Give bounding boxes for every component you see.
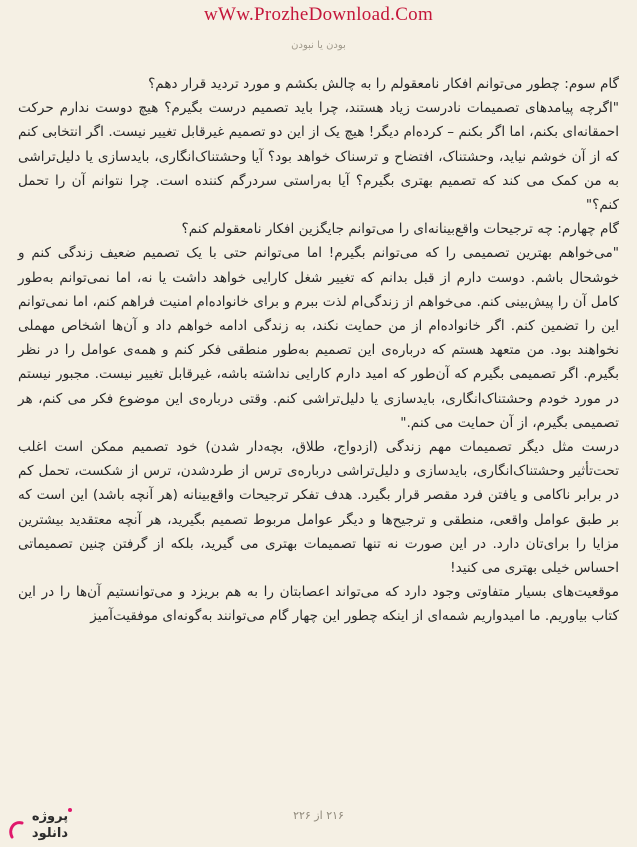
watermark-text: wWw.ProzheDownload.Com [203, 4, 434, 25]
quote-step-three: "اگرچه پیامدهای تصمیمات نادرست زیاد هستند، چرا باید تصمیم درست بگیرم؟ هیچ دوست ندارم حرکت احمقانه‌ای بکنم، اما اگر بکنم – کرده‌ام دیگر! هیچ یک از این دو تصمیم غیرقابل تغییر نیست. اگر انتخابی کنم که از آن خوشم نیاید، وحشتناک، افتضاح و ترسناک خواهد بود؟ آیا وحشتناک‌انگاری، بایدسازی یا دلیل‌تراشی به من کمک می کند که تصمیم بهتری بگیرم؟ آیا به‌راستی سردرگم کننده است. چرا نتوانم آن را تحمل کنم؟" [18, 100, 619, 214]
logo-text-bottom: دانلود [31, 826, 69, 841]
running-head: بودن یا نبودن [291, 40, 346, 51]
heading-step-four: گام چهارم: چه ترجیحات واقع‌بینانه‌ای را می‌توانم جایگزین افکار نامعقولم کنم؟ [181, 221, 619, 238]
site-logo [6, 803, 84, 843]
logo-swoosh [11, 823, 22, 837]
page-number: ۲۱۶ از ۲۲۶ [293, 809, 344, 822]
body-paragraph-continued: موقعیت‌های بسیار متفاوتی وجود دارد که می‌تواند اعصابتان را به هم بریزد و می‌توانستیم آن‌ها را در این کتاب بیاوریم. ما امیدواریم شمه‌ای از اینکه چطور این چهار گام می‌توانند به‌گونه‌ای موفقیت‌آمیز [18, 584, 619, 625]
body-paragraph: درست مثل دیگر تصمیمات مهم زندگی (ازدواج، طلاق، بچه‌دار شدن) خود تصمیم ممکن است اغلب تحت‌تأثیر وحشتناک‌انگاری، بایدسازی و دلیل‌تراشی درباره‌ی ترس از طردشدن، ترس از شکست، تحمل کم در برابر ناکامی و یافتن فرد مقصر قرار بگیرد. هدف تفکر ترجیحات واقع‌بینانه (هر آنچه باشد) این است که بر طبق عوامل واقعی، منطقی و ترجیح‌ها و دیگر عوامل مربوط تصمیم بگیرید، هر آنچه معتقدید بیشترین مزایا را برای‌تان دارد. در این صورت نه تنها تصمیمات بهتری می گیرید، بلکه از گرفتن چنین تصمیماتی احساس خیلی بهتری می کنید! [18, 439, 619, 577]
quote-step-four: "می‌خواهم بهترین تصمیمی را که می‌توانم بگیرم! اما می‌توانم حتی با یک تصمیم ضعیف زندگی کنم و خوشحال باشم. دوست دارم از قبل بدانم که تغییر شغل کارایی خواهد داشت یا نه، اما نمی‌توانم به‌طور کامل آن را پیش‌بینی کنم. می‌خواهم از زندگی‌ام لذت ببرم و برای خانواده‌ام امنیت فراهم کنم، اما نمی‌توانم این را تضمین کنم. اگر خانواده‌ام از من حمایت نکند، به زندگی ادامه خواهم داد و آن‌ها اشخاص مهملی نخواهند بود. من متعهد هستم که درباره‌ی این تصمیم به‌طور منطقی فکر کنم و همه‌ی عوامل را در نظر بگیرم. اگر تصمیمی بگیرم که آن‌طور که امید دارم کارایی نداشته باشه، غیرقابل تغییر نیست. مجبور نیستم در مورد خودم وحشتناک‌انگاری، بایدسازی یا دلیل‌تراشی کنم. وقتی درباره‌ی این موضوع فکر می کنم، هر تصمیمی بگیرم، از آن حمایت می کنم." [18, 245, 619, 431]
heading-step-three: گام سوم: چطور می‌توانم افکار نامعقولم را به چالش بکشم و مورد تردید قرار دهم؟ [148, 76, 619, 92]
logo-text-top: پروژه [31, 809, 69, 824]
logo-dot [68, 808, 72, 812]
page-body [18, 72, 619, 629]
logo-mark [6, 803, 84, 843]
